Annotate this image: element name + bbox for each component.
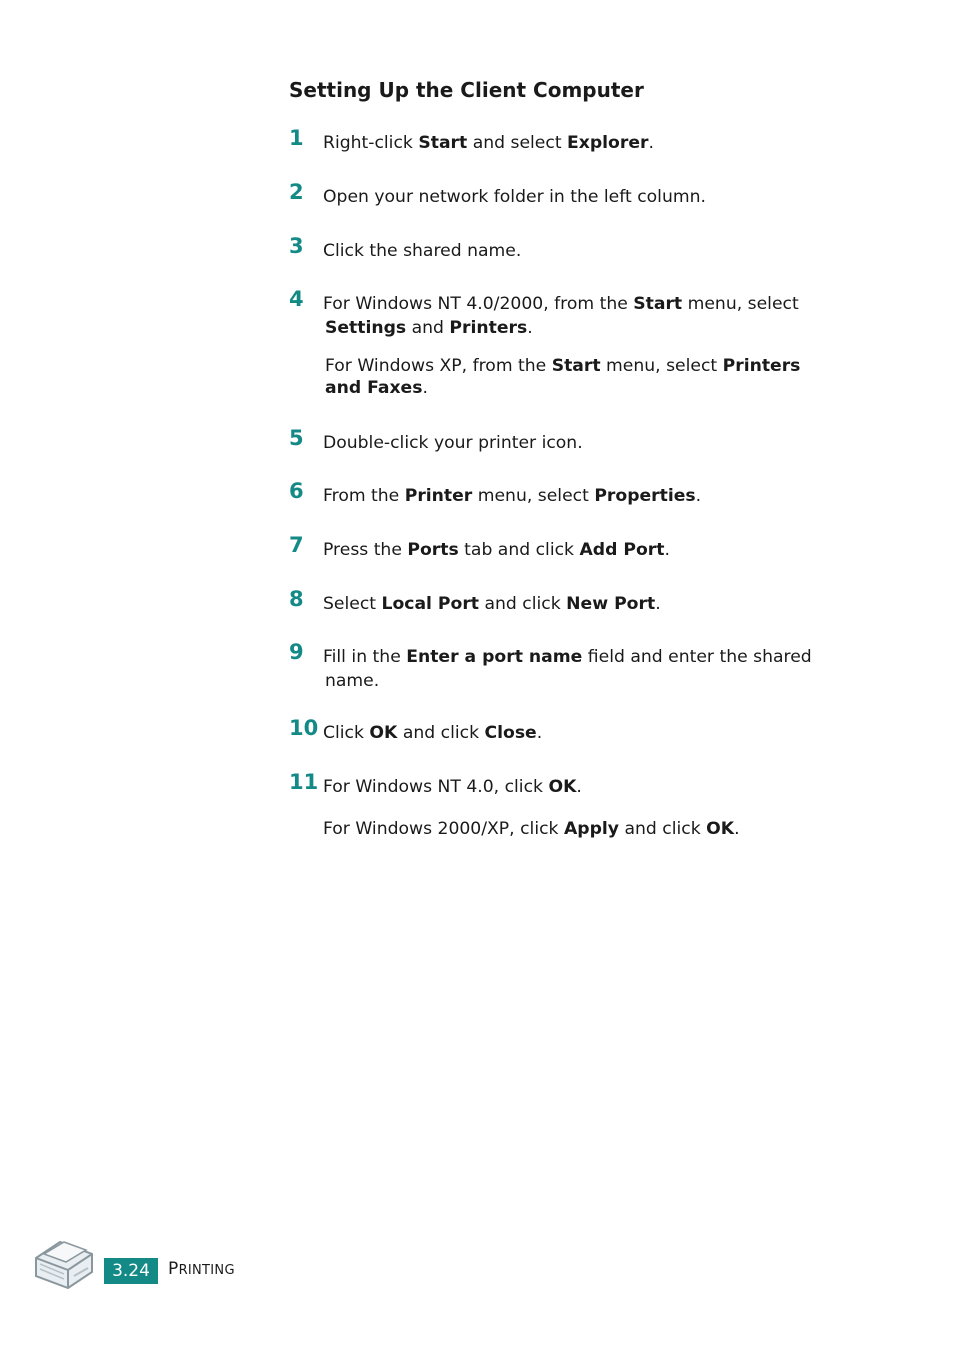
- text-run: and: [406, 318, 450, 338]
- text-run: .: [576, 777, 582, 797]
- step-number: 10: [289, 716, 319, 740]
- step-number: 9: [289, 640, 304, 664]
- text-run: Ports: [407, 540, 459, 560]
- text-run: field and enter the shared: [582, 647, 812, 667]
- step-text: [323, 484, 843, 508]
- text-run: and click: [397, 723, 485, 743]
- text-run: OK: [369, 723, 398, 743]
- text-run: .: [655, 594, 661, 614]
- step-text: [323, 645, 843, 693]
- text-run: Click: [323, 723, 370, 743]
- text-run: For Windows NT 4.0, click: [323, 777, 549, 797]
- step-note: [323, 818, 843, 840]
- text-run: Properties: [594, 486, 696, 506]
- step-number: 7: [289, 533, 304, 557]
- text-run: and click: [479, 594, 567, 614]
- text-run: and click: [618, 819, 707, 839]
- text-run: Click the shared name.: [323, 241, 522, 261]
- text-run: OK: [548, 777, 577, 797]
- text-run: OK: [706, 819, 735, 839]
- text-run: Apply: [563, 819, 619, 839]
- text-run: Printers: [449, 318, 528, 338]
- text-run: Explorer: [567, 133, 649, 153]
- text-run: Double-click your printer icon.: [323, 433, 583, 453]
- step-note: [325, 355, 825, 399]
- text-run: For Windows XP, from the: [325, 356, 552, 376]
- step-text: [323, 131, 843, 155]
- text-run: .: [695, 486, 702, 506]
- text-run: Start: [633, 294, 683, 314]
- step-text-line: [323, 645, 843, 669]
- step-text: [323, 292, 843, 340]
- step-text-line: [323, 292, 843, 316]
- step-text-line: [323, 316, 843, 340]
- step-number: 4: [289, 287, 304, 311]
- text-run: Select: [323, 594, 382, 614]
- page-number: 3.24: [104, 1258, 158, 1284]
- text-run: menu, select: [472, 486, 595, 506]
- text-run: Start: [551, 356, 601, 376]
- text-run: Printer: [404, 486, 473, 506]
- text-run: .: [422, 378, 428, 398]
- text-run: .: [536, 723, 543, 743]
- step-number: 5: [289, 426, 304, 450]
- printer-icon: [30, 1232, 98, 1294]
- text-run: For Windows NT 4.0/2000, from the: [323, 294, 634, 314]
- text-run: Local Port: [381, 594, 480, 614]
- step-text: [323, 239, 843, 263]
- page-heading: Setting Up the Client Computer: [289, 78, 644, 102]
- text-run: From the: [323, 486, 405, 506]
- text-run: tab and click: [458, 540, 580, 560]
- step-text: [323, 775, 843, 799]
- text-run: Fill in the: [323, 647, 407, 667]
- text-run: Open your network folder in the left column.: [323, 187, 706, 207]
- step-text-line: [323, 669, 843, 693]
- text-run: Close: [484, 723, 537, 743]
- step-text: [323, 538, 843, 562]
- text-run: New Port: [566, 594, 656, 614]
- section-title: PRINTING: [168, 1259, 235, 1279]
- step-text: [323, 721, 843, 745]
- text-run: Add Port: [579, 540, 665, 560]
- step-number: 6: [289, 479, 304, 503]
- step-number: 1: [289, 126, 304, 150]
- step-number: 3: [289, 234, 304, 258]
- text-run: menu, select: [682, 294, 799, 314]
- step-text: [323, 185, 843, 209]
- text-run: Right-click: [323, 133, 419, 153]
- text-run: .: [648, 133, 654, 153]
- step-text: [323, 592, 843, 616]
- text-run: Enter a port name: [406, 647, 583, 667]
- text-run: Settings: [325, 318, 407, 338]
- step-number: 2: [289, 180, 304, 204]
- text-run: Press the: [323, 540, 408, 560]
- step-text: [323, 431, 843, 455]
- text-run: .: [664, 540, 670, 560]
- text-run: .: [527, 318, 533, 338]
- text-run: For Windows 2000/XP, click: [323, 819, 564, 839]
- text-run: name.: [325, 671, 380, 691]
- step-number: 8: [289, 587, 304, 611]
- text-run: menu, select: [600, 356, 723, 376]
- text-run: Start: [418, 133, 468, 153]
- text-run: .: [734, 819, 740, 839]
- step-number: 11: [289, 770, 319, 794]
- text-run: Printers and Faxes: [325, 356, 801, 398]
- text-run: and select: [467, 133, 568, 153]
